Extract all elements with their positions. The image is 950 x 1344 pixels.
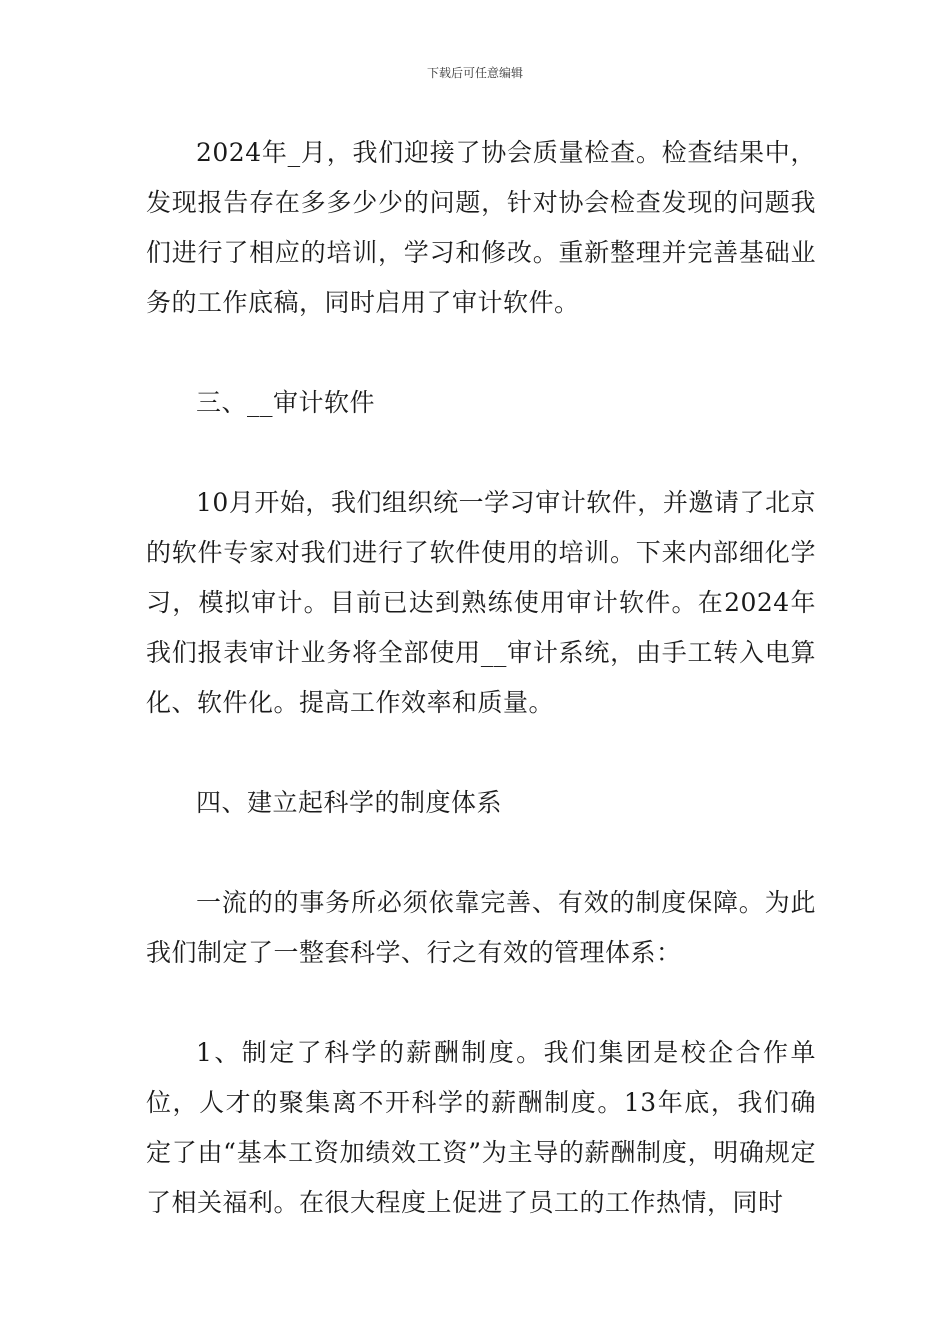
paragraph-gap — [146, 828, 816, 878]
paragraph-gap — [146, 728, 816, 778]
paragraph-quality-check: 2024年_月，我们迎接了协会质量检查。检查结果中，发现报告存在多多少少的问题，针对协会检查发现的问题我们进行了相应的培训，学习和修改。重新整理并完善基础业务的工作底稿，同时启用了审计软件。 — [146, 138, 816, 317]
paragraph-system-intro: 一流的的事务所必须依靠完善、有效的制度保障。为此我们制定了一整套科学、行之有效的管理体系： — [146, 888, 816, 967]
paragraph-gap — [146, 328, 816, 378]
section-heading-audit-software: 三、__审计软件 — [196, 388, 376, 417]
paragraph-salary-system: 1、制定了科学的薪酬制度。我们集团是校企合作单位，人才的聚集离不开科学的薪酬制度。13年底，我们确定了由“基本工资加绩效工资”为主导的薪酬制度，明确规定了相关福利。在很大程度上促进了员工的工作热情，同时 — [146, 1038, 816, 1217]
section-heading-system: 四、建立起科学的制度体系 — [196, 788, 503, 817]
page-header-note: 下载后可任意编辑 — [426, 66, 523, 80]
paragraph-gap — [146, 978, 816, 1028]
paragraph-gap — [146, 428, 816, 478]
paragraph-audit-software: 10月开始，我们组织统一学习审计软件，并邀请了北京的软件专家对我们进行了软件使用的培训。下来内部细化学习，模拟审计。目前已达到熟练使用审计软件。在2024年我们报表审计业务将全部使用__审计系统，由手工转入电算化、软件化。提高工作效率和质量。 — [146, 488, 816, 717]
document-body — [146, 128, 816, 1228]
